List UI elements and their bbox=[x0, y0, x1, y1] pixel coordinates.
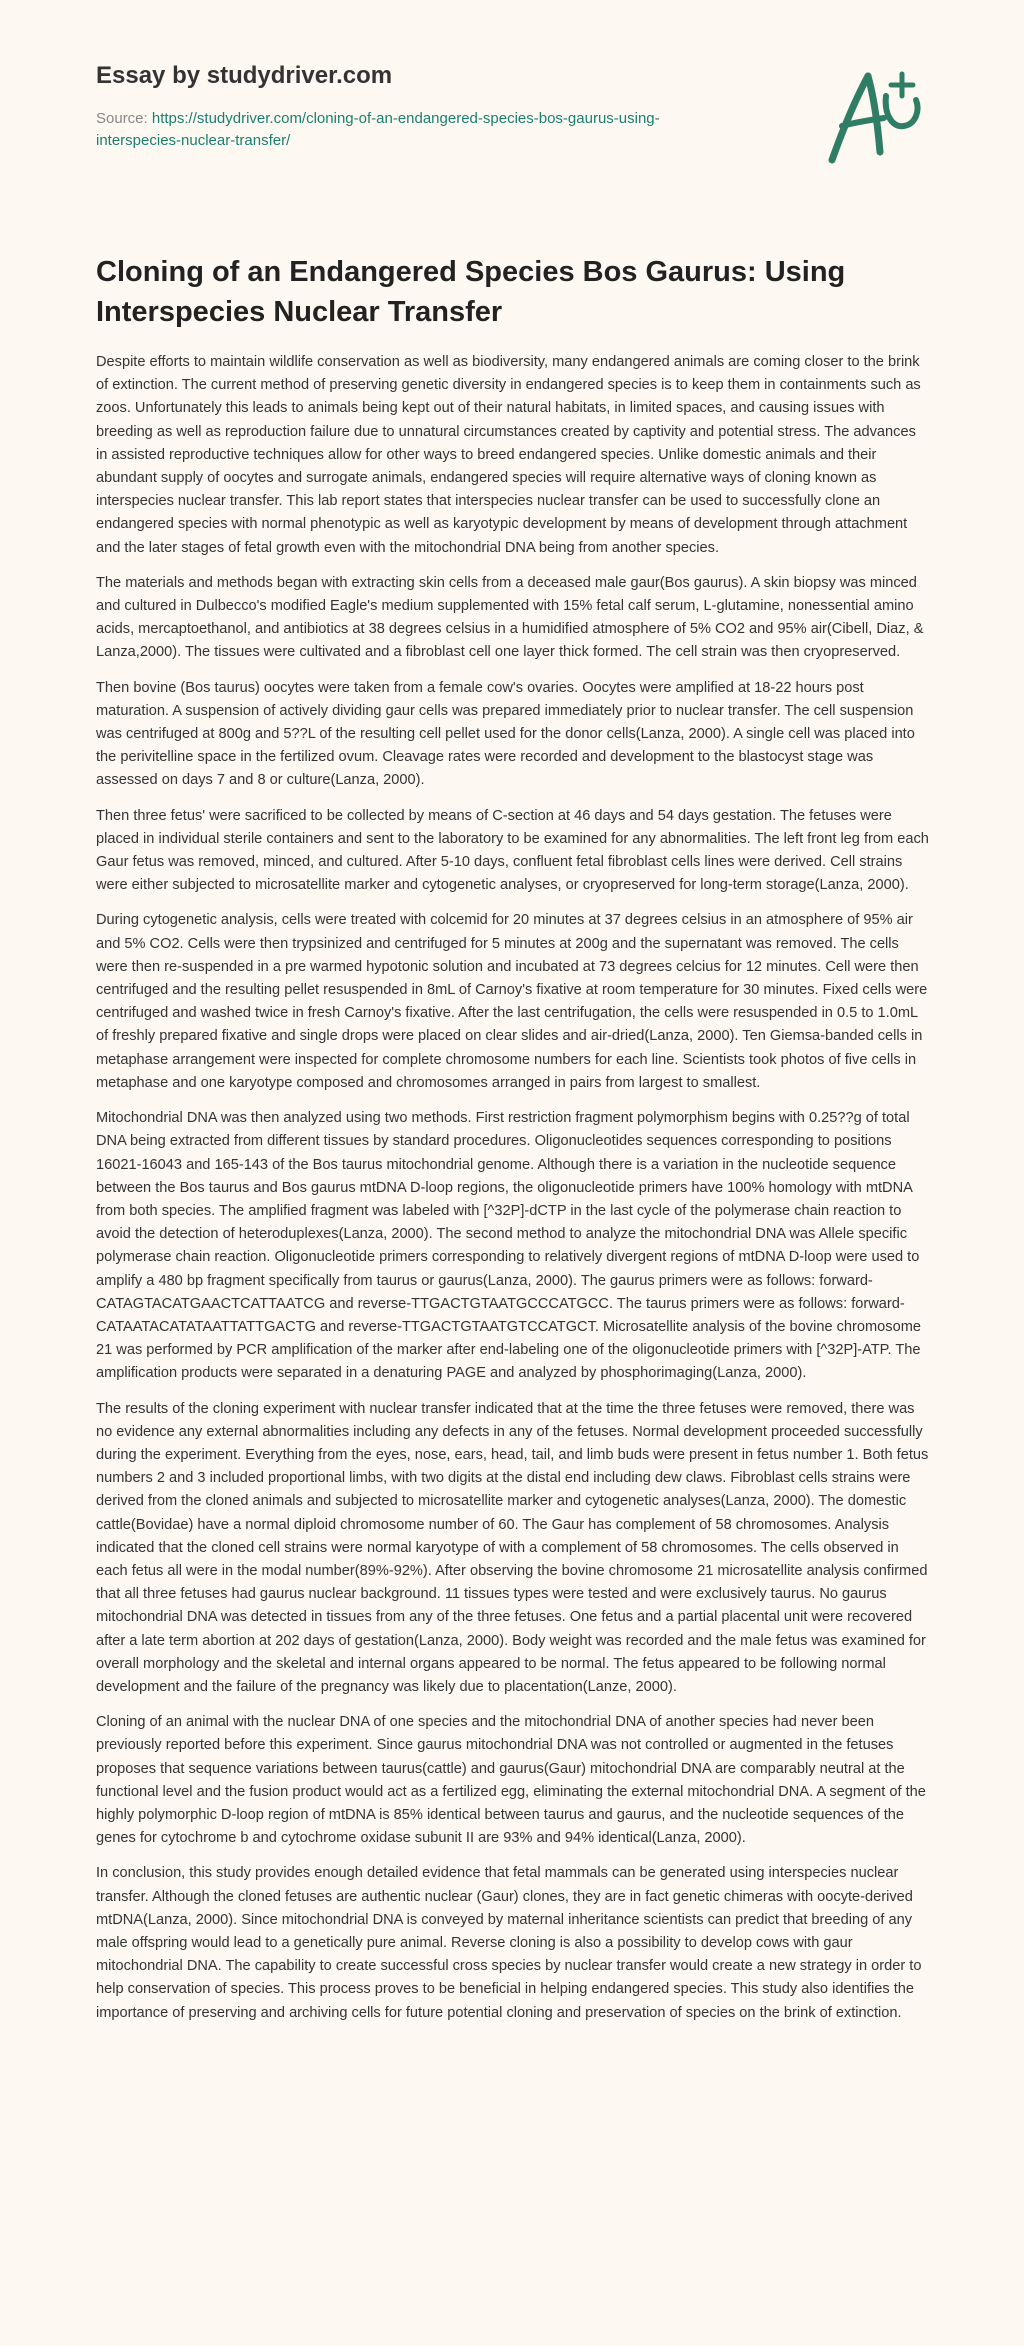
article bbox=[96, 252, 930, 2037]
site-title: Essay by studydriver.com bbox=[96, 62, 393, 89]
source-link[interactable]: https://studydriver.com/cloning-of-an-endangered-species-bos-gaurus-using-interspecies-nuclear-transfer/ bbox=[96, 110, 660, 149]
header bbox=[96, 62, 736, 152]
source-line bbox=[96, 108, 736, 152]
paragraph: Mitochondrial DNA was then analyzed using two methods. First restriction fragment polymorphism begins with 0.25??g of total DNA being extracted from different tissues by standard procedures. Oligonucleotides sequences corresponding to positions 16021-16043 and 165-143 of the Bos taurus mitochondrial genome. Although there is a variation in the nucleotide sequence between the Bos taurus and Bos gaurus mtDNA D-loop regions, the oligonucleotide primers have 100% homology with mtDNA from both species. The amplified fragment was labeled with [^32P]-dCTP in the last cycle of the polymerase chain reaction to avoid the detection of heteroduplexes(Lanza, 2000). The second method to analyze the mitochondrial DNA was Allele specific polymerase chain reaction. Oligonucleotide primers corresponding to relatively divergent regions of mtDNA D-loop were used to amplify a 480 bp fragment specifically from taurus or gaurus(Lanza, 2000). The gaurus primers were as follows: forward-CATAGTACATGAACTCATTAATCG and reverse-TTGACTGTAATGCCCATGCC. The taurus primers were as follows: forward-CATAATACATATAATTATTGACTG and reverse-TTGACTGTAATGTCCATGCT. Microsatellite analysis of the bovine chromosome 21 was performed by PCR amplification of the marker after end-labeling one of the oligonucleotide primers with [^32P]-ATP. The amplification products were separated in a denaturing PAGE and analyzed by phosphorimaging(Lanza, 2000). bbox=[96, 1110, 921, 1382]
a-plus-logo-icon bbox=[820, 66, 930, 166]
source-label: Source: bbox=[96, 110, 148, 127]
paragraph: Despite efforts to maintain wildlife conservation as well as biodiversity, many endangered animals are coming closer to the brink of extinction. The current method of preserving genetic diversity in endangered species is to keep them in containments such as zoos. Unfortunately this leads to animals being kept out of their natural habitats, in limited spaces, and causing issues with breeding as well as reproduction failure due to unnatural circumstances created by captivity and potential stress. The advances in assisted reproductive techniques allow for other ways to breed endangered species. Unlike domestic animals and their abundant supply of oocytes and surrogate animals, endangered species will require alternative ways of cloning known as interspecies nuclear transfer. This lab report states that interspecies nuclear transfer can be used to successfully clone an endangered species with normal phenotypic as well as karyotypic development by means of development through attachment and the later stages of fetal growth even with the mitochondrial DNA being from another species. bbox=[96, 354, 921, 556]
paragraph: Then three fetus' were sacrificed to be collected by means of C-section at 46 days and 54 days gestation. The fetuses were placed in individual sterile containers and sent to the laboratory to be examined for any abnormalities. The left front leg from each Gaur fetus was removed, minced, and cultured. After 5-10 days, confluent fetal fibroblast cells lines were derived. Cell strains were either subjected to microsatellite marker and cytogenetic analyses, or cryopreserved for long-term storage(Lanza, 2000). bbox=[96, 807, 929, 894]
paragraph: The results of the cloning experiment with nuclear transfer indicated that at the time the three fetuses were removed, there was no evidence any external abnormalities including any defects in any of the fetuses. Normal development proceeded successfully during the experiment. Everything from the eyes, nose, ears, head, tail, and limb buds were present in fetus number 1. Both fetus numbers 2 and 3 included proportional limbs, with two digits at the distal end including dew claws. Fibroblast cells strains were derived from the cloned animals and subjected to microsatellite marker and cytogenetic analyses(Lanza, 2000). The domestic cattle(Bovidae) have a normal diploid chromosome number of 60. The Gaur has complement of 58 chromosomes. Analysis indicated that the cloned cell strains were normal karyotype of with a complement of 58 chromosomes. The cells observed in each fetus all were in the modal number(89%-92%). After observing the bovine chromosome 21 microsatellite analysis confirmed that all three fetuses had gaurus nuclear background. 11 tissues types were tested and were exclusively taurus. No gaurus mitochondrial DNA was detected in tissues from any of the three fetuses. One fetus and a partial placental unit were recovered after a late term abortion at 202 days of gestation(Lanza, 2000). Body weight was recorded and the male fetus was examined for overall morphology and the skeletal and internal organs appeared to be normal. The fetus appeared to be following normal development and the failure of the pregnancy was likely due to placentation(Lanze, 2000). bbox=[96, 1400, 929, 1695]
paragraph: During cytogenetic analysis, cells were treated with colcemid for 20 minutes at 37 degrees celsius in an atmosphere of 95% air and 5% CO2. Cells were then trypsinized and centrifuged for 5 minutes at 200g and the supernatant was removed. The cells were then re-suspended in a pre warmed hypotonic solution and incubated at 73 degrees celcius for 12 minutes. Cell were then centrifuged and the resulting pellet resuspended in 8mL of Carnoy's fixative at room temperature for 30 minutes. Fixed cells were centrifuged and washed twice in fresh Carnoy's fixative. After the last centrifugation, the cells were resuspended in 0.5 to 1.0mL of freshly prepared fixative and single drops were placed on clear slides and air-dried(Lanza, 2000). Ten Giemsa-banded cells in metaphase arrangement were inspected for complete chromosome numbers for each line. Scientists took photos of five cells in metaphase and one karyotype composed and chromosomes arranged in pairs from largest to smallest. bbox=[96, 912, 928, 1091]
paragraph: Cloning of an animal with the nuclear DNA of one species and the mitochondrial DNA of another species had never been previously reported before this experiment. Since gaurus mitochondrial DNA was not controlled or augmented in the fetuses proposes that sequence variations between taurus(cattle) and gaurus(Gaur) mitochondrial DNA are comparably neutral at the functional level and the fusion product would act as a fertilized egg, eliminating the external mitochondrial DNA. A segment of the highly polymorphic D-loop region of mtDNA is 85% identical between taurus and gaurus, and the nucleotide sequences of the genes for cytochrome b and cytochrome oxidase subunit II are 93% and 94% identical(Lanza, 2000). bbox=[96, 1714, 926, 1847]
article-title: Cloning of an Endangered Species Bos Gaurus: Using Interspecies Nuclear Transfer bbox=[96, 256, 846, 328]
paragraph: In conclusion, this study provides enough detailed evidence that fetal mammals can be generated using interspecies nuclear transfer. Although the cloned fetuses are authentic nuclear (Gaur) clones, they are in fact genetic chimeras with oocyte-derived mtDNA(Lanza, 2000). Since mitochondrial DNA is conveyed by maternal inheritance scientists can predict that breeding of any male offspring would lead to a genetically pure animal. Reverse cloning is also a possibility to develop cows with gaur mitochondrial DNA. The capability to create successful cross species by nuclear transfer would create a new strategy in order to help conservation of species. This process proves to be beneficial in helping endangered species. This study also identifies the importance of preserving and archiving cells for future potential cloning and preservation of species on the brink of extinction. bbox=[96, 1865, 922, 2021]
paragraph: Then bovine (Bos taurus) oocytes were taken from a female cow's ovaries. Oocytes were amplified at 18-22 hours post maturation. A suspension of actively dividing gaur cells was prepared immediately prior to nuclear transfer. The cell suspension was centrifuged at 800g and 5??L of the resulting cell pellet used for the donor cells(Lanza, 2000). A single cell was placed into the perivitelline space in the fertilized ovum. Cleavage rates were recorded and development to the blastocyst stage was assessed on days 7 and 8 or culture(Lanza, 2000). bbox=[96, 679, 915, 789]
paragraph: The materials and methods began with extracting skin cells from a deceased male gaur(Bos gaurus). A skin biopsy was minced and cultured in Dulbecco's modified Eagle's medium supplemented with 15% fetal calf serum, L-glutamine, nonessential amino acids, mercaptoethanol, and antibiotics at 38 degrees celsius in a humidified atmosphere of 5% CO2 and 95% air(Cibell, Diaz, & Lanza,2000). The tissues were cultivated and a fibroblast cell one layer thick formed. The cell strain was then cryopreserved. bbox=[96, 574, 924, 661]
